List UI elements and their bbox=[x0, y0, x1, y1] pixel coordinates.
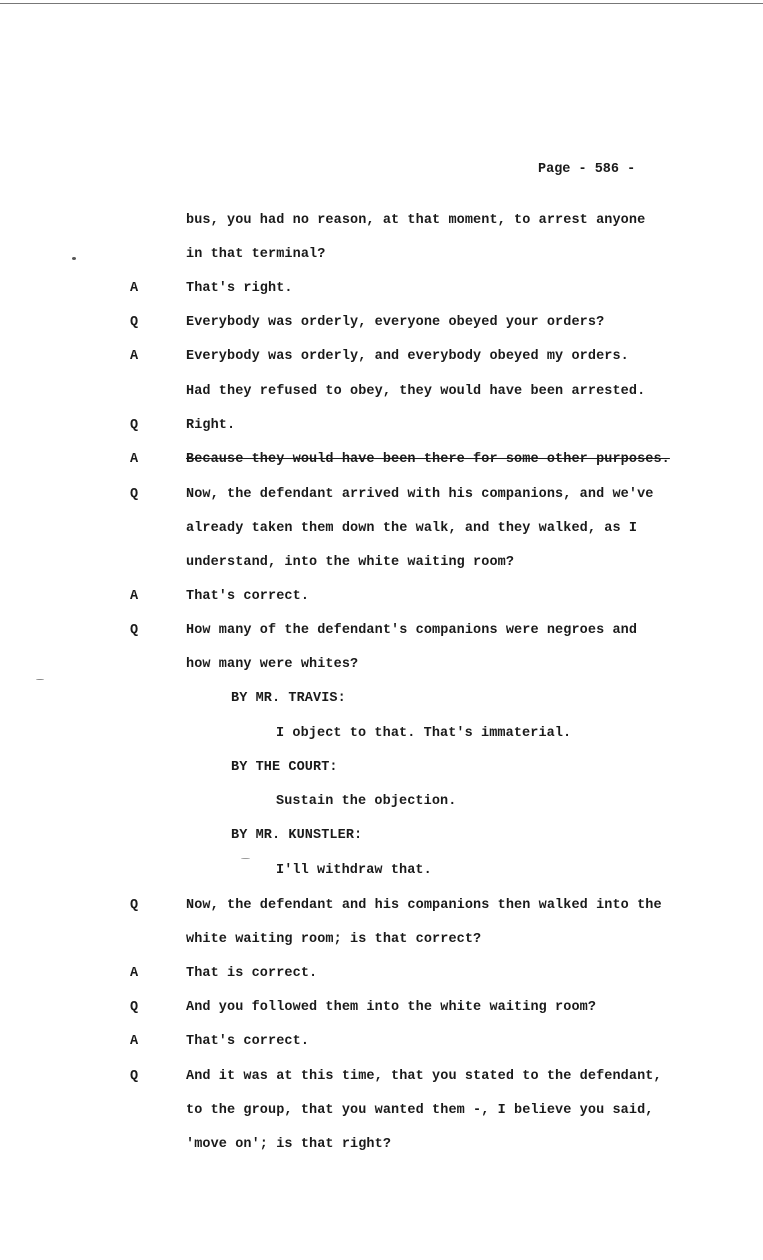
line-text: That's correct. bbox=[186, 589, 310, 604]
speaker-marker: Q bbox=[130, 315, 139, 330]
transcript-line bbox=[0, 1000, 763, 1020]
scan-speck bbox=[72, 257, 76, 260]
line-text: That's correct. bbox=[186, 1034, 310, 1049]
transcript-line bbox=[0, 589, 763, 609]
line-text: already taken them down the walk, and they walked, as I bbox=[186, 521, 638, 536]
speaker-marker: Q bbox=[130, 898, 139, 913]
speaker-marker: A bbox=[130, 1034, 139, 1049]
line-text: bus, you had no reason, at that moment, to arrest anyone bbox=[186, 213, 646, 228]
line-text: to the group, that you wanted them -, I believe you said, bbox=[186, 1103, 654, 1118]
line-text: And you followed them into the white waiting room? bbox=[186, 1000, 597, 1015]
scan-speck bbox=[36, 679, 44, 680]
line-text: Now, the defendant arrived with his companions, and we've bbox=[186, 487, 654, 502]
scan-speck bbox=[241, 858, 250, 859]
line-text: Sustain the objection. bbox=[276, 794, 457, 809]
transcript-line bbox=[0, 794, 763, 814]
speaker-marker: Q bbox=[130, 418, 139, 433]
transcript-line bbox=[0, 315, 763, 335]
line-text: Everybody was orderly, everyone obeyed your orders? bbox=[186, 315, 605, 330]
line-text: 'move on'; is that right? bbox=[186, 1137, 392, 1152]
line-text: Had they refused to obey, they would have been arrested. bbox=[186, 384, 646, 399]
line-text: understand, into the white waiting room? bbox=[186, 555, 515, 570]
transcript-line bbox=[0, 349, 763, 369]
transcript-line bbox=[0, 281, 763, 301]
speaker-marker: Q bbox=[130, 1000, 139, 1015]
transcript-line bbox=[0, 418, 763, 438]
line-text: I'll withdraw that. bbox=[276, 863, 432, 878]
line-text: Now, the defendant and his companions then walked into the bbox=[186, 898, 662, 913]
line-text: BY MR. TRAVIS: bbox=[231, 691, 346, 706]
transcript-line bbox=[0, 1103, 763, 1123]
speaker-marker: A bbox=[130, 589, 139, 604]
line-text: That is correct. bbox=[186, 966, 318, 981]
transcript-line bbox=[0, 657, 763, 677]
speaker-marker: A bbox=[130, 452, 139, 467]
line-text: And it was at this time, that you stated to the defendant, bbox=[186, 1069, 662, 1084]
line-text: BY THE COURT: bbox=[231, 760, 338, 775]
line-text: in that terminal? bbox=[186, 247, 326, 262]
transcript-line bbox=[0, 384, 763, 404]
line-text: That's right. bbox=[186, 281, 293, 296]
line-text: Right. bbox=[186, 418, 236, 433]
line-text: white waiting room; is that correct? bbox=[186, 932, 482, 947]
transcript-line bbox=[0, 487, 763, 507]
speaker-marker: A bbox=[130, 966, 139, 981]
transcript-line bbox=[0, 1137, 763, 1157]
speaker-marker: Q bbox=[130, 623, 139, 638]
line-text: I object to that. That's immaterial. bbox=[276, 726, 572, 741]
transcript-line bbox=[0, 452, 763, 472]
line-text: BY MR. KUNSTLER: bbox=[231, 828, 363, 843]
line-text: Everybody was orderly, and everybody obeyed my orders. bbox=[186, 349, 629, 364]
speaker-marker: A bbox=[130, 349, 139, 364]
transcript-line bbox=[0, 247, 763, 267]
speaker-marker: Q bbox=[130, 1069, 139, 1084]
speaker-heading bbox=[0, 760, 763, 780]
speaker-marker: Q bbox=[130, 487, 139, 502]
transcript-line bbox=[0, 932, 763, 952]
line-text: how many were whites? bbox=[186, 657, 359, 672]
page-number: Page - 586 - bbox=[538, 162, 636, 177]
transcript-line bbox=[0, 966, 763, 986]
speaker-marker: A bbox=[130, 281, 139, 296]
transcript-line bbox=[0, 1069, 763, 1089]
transcript-line bbox=[0, 863, 763, 883]
page-top-border bbox=[0, 3, 763, 4]
transcript-line bbox=[0, 623, 763, 643]
transcript-line bbox=[0, 555, 763, 575]
line-text: Because they would have been there for some other purposes. bbox=[186, 452, 670, 467]
transcript-line bbox=[0, 726, 763, 746]
speaker-heading bbox=[0, 828, 763, 848]
transcript-line bbox=[0, 898, 763, 918]
transcript-line bbox=[0, 521, 763, 541]
line-text: How many of the defendant's companions were negroes and bbox=[186, 623, 638, 638]
speaker-heading bbox=[0, 691, 763, 711]
transcript-line bbox=[0, 213, 763, 233]
transcript-line bbox=[0, 1034, 763, 1054]
